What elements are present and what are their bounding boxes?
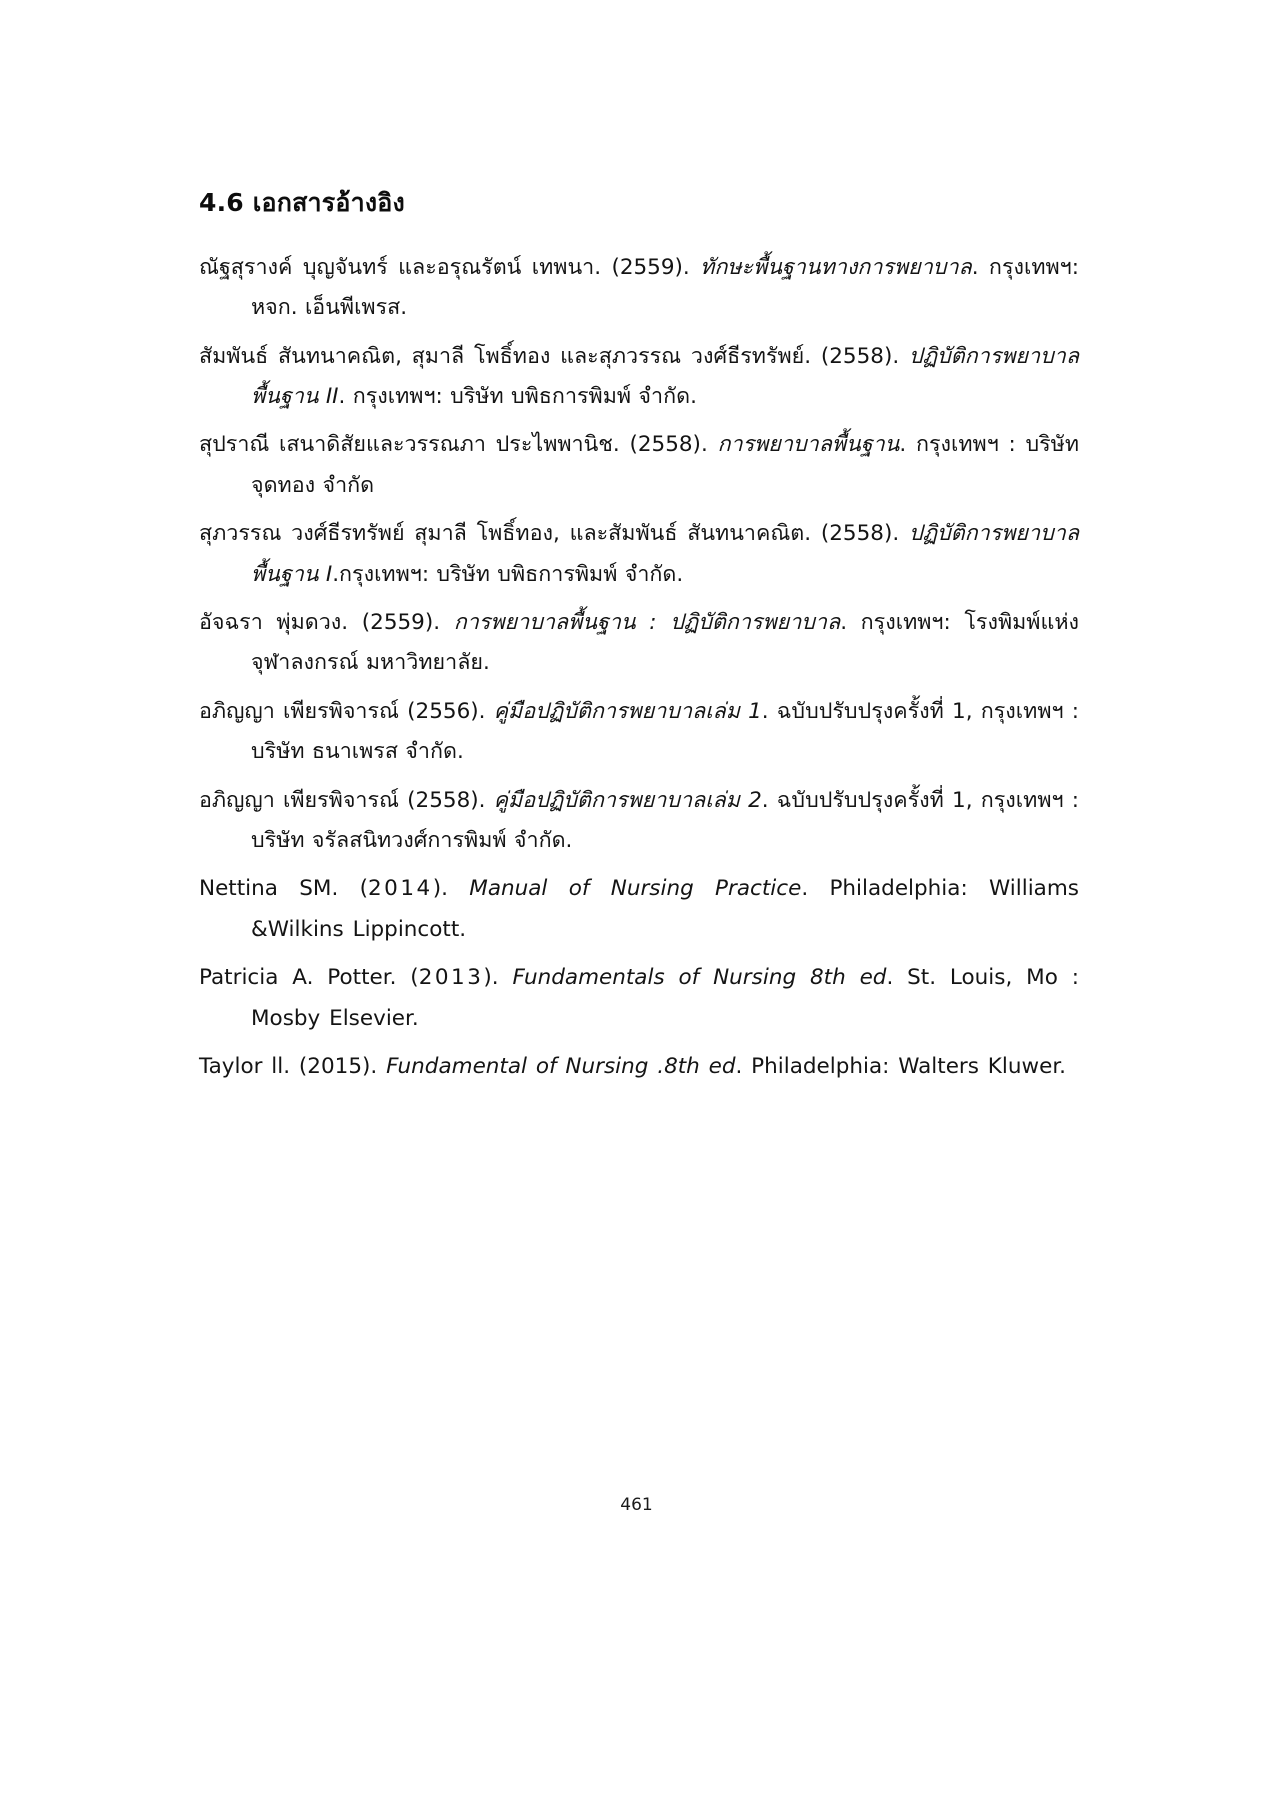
reference-text: ณัฐสุรางค์ บุญจันทร์ และอรุณรัตน์ เทพนา. (2559). (199, 254, 701, 280)
reference-text: สุปราณี เสนาดิสัยและวรรณภา ประไพพานิช. (2558). (199, 432, 718, 458)
reference-entry (199, 781, 1079, 862)
reference-entry (199, 248, 1079, 329)
reference-text: ). (432, 876, 470, 902)
reference-title: Manual of Nursing Practice (469, 876, 802, 902)
reference-text: Nettina SM. ( (199, 876, 368, 902)
reference-entry (199, 425, 1079, 506)
reference-title: ทักษะพื้นฐานทางการพยาบาล (700, 254, 972, 280)
reference-text: . กรุงเทพฯ: โรงพิมพ์แห่งจุฬาลงกรณ์ มหาวิทยาลัย. (251, 610, 1080, 676)
reference-text: Taylor ll. (2015). (199, 1054, 387, 1080)
reference-text: 2013 (418, 965, 484, 991)
reference-entry (199, 869, 1079, 950)
reference-text: อภิญญา เพียรพิจารณ์ (2556). (199, 698, 494, 724)
reference-text: . St. Louis, Mo : Mosby Elsevier. (251, 965, 1079, 1031)
reference-text: . Philadelphia: Williams &Wilkins Lippincott. (251, 876, 1079, 942)
reference-title: การพยาบาลพื้นฐาน : ปฏิบัติการพยาบาล (453, 610, 841, 635)
reference-title: ปฏิบัติการพยาบาลพื้นฐาน I (251, 521, 1079, 587)
reference-text: อภิญญา เพียรพิจารณ์ (2558). (199, 787, 494, 813)
reference-text: อัจฉรา พุ่มดวง. (2559). (199, 610, 454, 635)
reference-text: . กรุงเทพฯ: หจก. เอ็นพีเพรส. (251, 254, 1079, 321)
reference-entry (199, 692, 1079, 773)
reference-text: Patricia A. Potter. ( (199, 965, 419, 991)
reference-text: สัมพันธ์ สันทนาคณิต, สุมาลี โพธิ์ทอง และสุภวรรณ วงศ์ธีรทรัพย์. (2558). (199, 343, 909, 369)
reference-title: การพยาบาลพื้นฐาน (717, 432, 900, 458)
reference-entry (199, 603, 1079, 684)
reference-text: . กรุงเทพฯ: บริษัท บพิธการพิมพ์ จำกัด. (338, 383, 697, 409)
reference-entry (199, 337, 1079, 418)
reference-title: ปฏิบัติการพยาบาลพื้นฐาน II (251, 343, 1079, 409)
reference-title: คู่มือปฏิบัติการพยาบาลเล่ม 1 (493, 698, 762, 724)
section-heading: 4.6 เอกสารอ้างอิง (199, 188, 405, 217)
reference-text: ). (483, 965, 513, 991)
reference-text: .กรุงเทพฯ: บริษัท บพิธการพิมพ์ จำกัด. (332, 561, 684, 587)
reference-title: Fundamental of Nursing .8th ed (386, 1054, 736, 1080)
page-number: 461 (620, 1495, 653, 1515)
reference-text: 2014 (368, 876, 433, 902)
reference-text: . กรุงเทพฯ : บริษัท จุดทอง จำกัด (251, 432, 1079, 498)
reference-entry (199, 514, 1079, 595)
page-content (199, 186, 1079, 1095)
reference-list (199, 248, 1079, 1088)
reference-title: Fundamentals of Nursing 8th ed (512, 965, 887, 991)
reference-text: . ฉบับปรับปรุงครั้งที่ 1, กรุงเทพฯ : บริษัท จรัลสนิทวงศ์การพิมพ์ จำกัด. (251, 787, 1079, 854)
reference-text: สุภวรรณ วงศ์ธีรทรัพย์ สุมาลี โพธิ์ทอง, และสัมพันธ์ สันทนาคณิต. (2558). (199, 521, 909, 547)
reference-text: . ฉบับปรับปรุงครั้งที่ 1, กรุงเทพฯ : บริษัท ธนาเพรส จำกัด. (251, 698, 1079, 765)
reference-title: คู่มือปฏิบัติการพยาบาลเล่ม 2 (493, 787, 762, 813)
reference-entry (199, 958, 1079, 1039)
reference-entry (199, 1047, 1079, 1087)
reference-text: . Philadelphia: Walters Kluwer. (735, 1054, 1067, 1080)
